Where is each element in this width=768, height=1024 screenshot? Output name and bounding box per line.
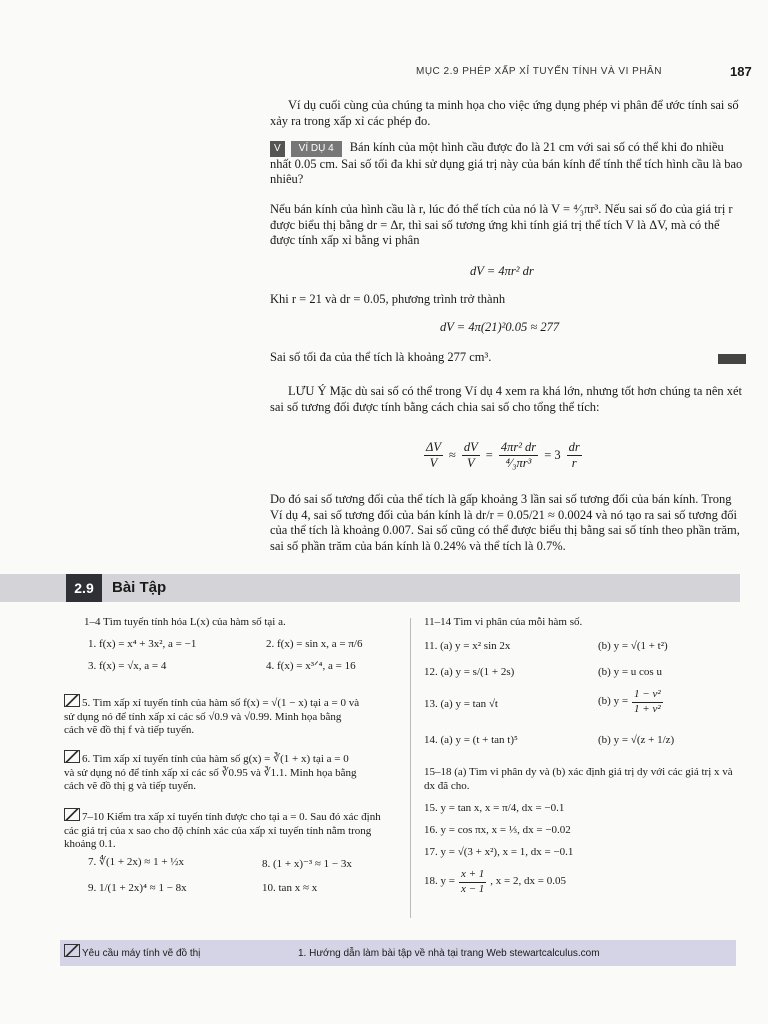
exercise-14b: (b) y = √(z + 1/z) [598,734,675,746]
eq-equals: = [485,448,493,462]
exercise-9: 9. 1/(1 + 2x)⁴ ≈ 1 − 8x [88,882,187,894]
exercise-18 [424,868,566,896]
exercise-12b: (b) y = u cos u [598,666,662,678]
exercise-4: 4. f(x) = x³ᐟ⁴, a = 16 [266,660,356,672]
graphing-calculator-icon [64,808,80,821]
footer-legend-text: Yêu cầu máy tính vẽ đồ thị [82,948,201,959]
exercise-5 [64,694,360,738]
graphing-calculator-icon [64,944,80,957]
exercise-10: 10. tan x ≈ x [262,882,318,894]
exercise-18-denominator: x − 1 [460,882,485,895]
equation-dv-value: dV = 4π(21)²0.05 ≈ 277 [440,320,560,334]
intro-paragraph: Ví dụ cuối cùng của chúng ta minh họa cho việc ứng dụng phép vi phân để ước tính sai số xảy ra trong xấp xỉ các phép đo. [270,98,739,128]
eq-v-1: V [429,456,438,470]
running-header: MỤC 2.9 PHÉP XẤP XỈ TUYẾN TÍNH VÀ VI PHÂN [416,66,662,77]
exercise-group-2 [64,808,394,852]
exercise-8: 8. (1 + x)⁻³ ≈ 1 − 3x [262,858,352,870]
example-4 [270,140,746,188]
exercise-5-text: 5. Tìm xấp xỉ tuyến tính của hàm số f(x) = √(1 − x) tại a = 0 và sử dụng nó để tính xấp xỉ các số √0.9 và √0.99. Minh họa bằng cách vẽ đồ thị f và tiếp tuyến. [64,697,360,736]
conclusion-paragraph: Do đó sai số tương đối của thể tích là gấp khoảng 3 lần sai số tương đối của bán kính. Trong Ví dụ 4, sai số tương đối của bán kính là dr/r = 0.05/21 ≈ 0.0024 và nó tạo ra sai số tương đối của thể tích là khoảng 0.007. Sai số cũng có thể được biểu thị bằng sai số tính theo phần trăm, sai số phần trăm của bán kính là 0.24% và thể tích là 0.7%. [270,492,740,553]
section-number: 2.9 [66,574,102,602]
footer-legend [64,944,200,959]
relative-error-equation [424,440,582,471]
equation-dv: dV = 4πr² dr [470,264,534,278]
exercise-7: 7. ∜(1 + 2x) ≈ 1 + ½x [88,856,185,868]
eq-delta-v: ΔV [426,440,441,454]
eq-numerator: 4πr² dr [500,440,537,454]
eq-v-2: V [466,456,475,470]
eq-dv: dV [463,440,478,454]
exercise-18-numerator: x + 1 [459,868,486,883]
exercise-13b-denominator: 1 + v² [634,702,661,715]
page-number: 187 [730,64,752,79]
eq-approx: ≈ [448,448,456,462]
exercise-17: 17. y = √(3 + x²), x = 1, dx = −0.1 [424,846,574,858]
exercise-1: 1. f(x) = x⁴ + 3x², a = −1 [88,638,197,650]
exercise-6-text: 6. Tìm xấp xỉ tuyến tính của hàm số g(x) = ∛(1 + x) tại a = 0 và sử dụng nó để tính xấp xỉ các số ∛0.95 và ∛1.1. Minh họa bằng cách vẽ đồ thị g và tiếp tuyến. [64,753,357,792]
exercise-group-3-heading: 11–14 Tìm vi phân của mỗi hàm số. [424,616,583,628]
graphing-calculator-icon [64,694,80,707]
exercise-18-lhs: 18. y = [424,875,455,888]
section-title: Bài Tập [112,579,167,596]
exercise-3: 3. f(x) = √x, a = 4 [88,660,167,672]
exercise-16: 16. y = cos πx, x = ⅓, dx = −0.02 [424,824,571,836]
eq-r: r [571,456,577,470]
eq-three: = 3 [544,448,561,462]
exercise-group-2-text: 7–10 Kiểm tra xấp xỉ tuyến tính được cho tại a = 0. Sau đó xác định các giá trị của x sao cho độ chính xác của xấp xỉ tuyến tính nằm trong khoảng 0.1. [64,811,381,850]
exercise-15: 15. y = tan x, x = π/4, dx = −0.1 [424,802,565,814]
exercise-11a: 11. (a) y = x² sin 2x [424,640,511,652]
solution-paragraph-2: Khi r = 21 và dr = 0.05, phương trình trở thành [270,292,506,306]
example-marker: V [270,141,285,157]
section-banner [0,574,740,602]
graphing-calculator-icon [64,750,80,763]
end-of-solution-marker [718,354,746,364]
exercise-13a: 13. (a) y = tan √t [424,698,498,710]
exercise-13b-lhs: (b) y = [598,695,629,708]
footer-homework-hint: 1. Hướng dẫn làm bài tập về nhà tại trang Web stewartcalculus.com [298,948,600,959]
example-text: Bán kính của một hình cầu được đo là 21 cm với sai số có thể khi đo nhiều nhất 0.05 cm. Sai số tối đa khi sử dụng giá trị này của bán kính để tính thể tích hình cầu là bao nhiêu? [270,140,743,186]
exercise-group-1-heading: 1–4 Tìm tuyến tính hóa L(x) của hàm số tại a. [84,616,286,628]
exercise-2: 2. f(x) = sin x, a = π/6 [266,638,363,650]
note-paragraph: LƯU Ý Mặc dù sai số có thể trong Ví dụ 4 xem ra khá lớn, nhưng tốt hơn chúng ta nên xét sai số tương đối được tính bằng cách chia sai số cho tổng thể tích: [270,384,743,414]
solution-paragraph-1: Nếu bán kính của hình cầu là r, lúc đó thể tích của nó là V = ⁴⁄₃πr³. Nếu sai số đo của giá trị r được biểu thị bằng dr = Δr, thì sai số tương ứng khi tính giá trị thể tích V là ΔV, mà có thể được tính xấp xỉ bằng vi phân [270,202,733,247]
eq-dr: dr [568,440,580,454]
column-divider [410,618,411,918]
exercise-12a: 12. (a) y = s/(1 + 2s) [424,666,515,678]
exercise-14a: 14. (a) y = (t + tan t)⁵ [424,734,518,746]
exercise-13b-numerator: 1 − v² [632,688,663,703]
exercise-18-conditions: , x = 2, dx = 0.05 [490,875,566,888]
exercise-13b [598,688,663,716]
exercise-group-4-heading: 15–18 (a) Tìm vi phân dy và (b) xác định giá trị dy với các giá trị x và dx đã cho. [424,766,733,792]
exercise-11b: (b) y = √(1 + t²) [598,640,668,652]
solution-paragraph-3: Sai số tối đa của thể tích là khoảng 277 cm³. [270,350,492,364]
example-tag: VÍ DỤ 4 [291,141,342,157]
eq-denominator: ⁴⁄₃πr³ [505,456,532,470]
exercise-6 [64,750,360,794]
